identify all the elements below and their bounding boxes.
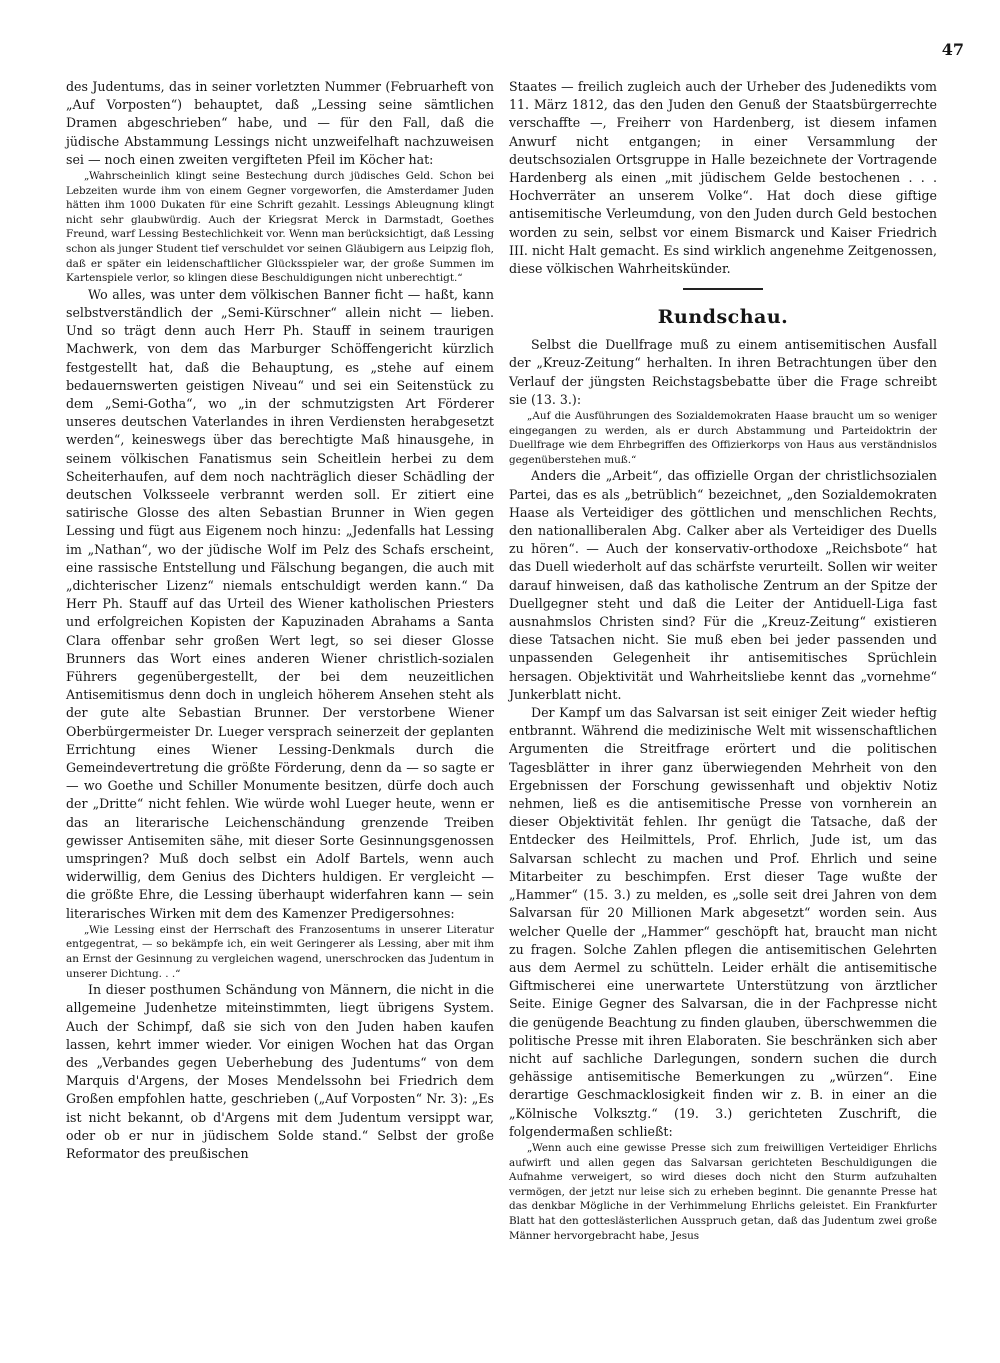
- block-quote: „Wenn auch eine gewisse Presse sich zum freiwilligen Verteidiger Ehrlichs aufwirft und allen gegen das Salvarsan gerichteten Beschuldigungen die Aufnahme verweigert, so wird dieses doch nicht den Sturm aufzuhalten vermögen, der jetzt nur leise sich zu erheben beginnt. Die genannte Presse hat das denkbar Mögliche in der Verhimmelung Ehrlichs geleistet. Ein Frankfurter Blatt hat den gotteslästerlichen Ausspruch getan, daß das Judentum zwei große Männer hervorgebracht habe, Jesus: [509, 1141, 937, 1242]
- right-column: [509, 78, 937, 1243]
- block-quote: „Wie Lessing einst der Herrschaft des Franzosentums in unserer Literatur entgegentrat, — so bekämpfe ich, ein weit Geringerer als Lessing, aber mit ihm an Ernst der Gesinnung zu vergleichen wagend, unerschrocken das Judentum in unserer Dichtung. . .“: [66, 923, 494, 980]
- section-divider: [683, 288, 763, 290]
- body-paragraph: Staates — freilich zugleich auch der Urheber des Judenedikts vom 11. März 1812, das den Juden den Genuß der Staatsbürgerrechte verschaffte —, Freiherr von Hardenberg, ist diesem infamen Anwurf nicht entgangen; in einer Versammlung der deutschsozialen Ortsgruppe in Halle bezeichnete der Vortragende Hardenberg als einen „mit jüdischem Gelde bestochenen . . . Hochverräter an unserem Volke“. Hat doch diese giftige antisemitische Verleumdung, von den Juden durch Geld bestochen worden zu sein, selbst vor einem Bismarck und Kaiser Friedrich III. nicht Halt gemacht. Es sind wirklich angenehme Zeitgenossen, diese völkischen Wahrheitskünder.: [509, 79, 937, 277]
- block-quote: „Wahrscheinlich klingt seine Bestechung durch jüdisches Geld. Schon bei Lebzeiten wurde ihm von einem Gegner vorgeworfen, die Amsterdamer Juden hätten ihm 1000 Dukaten für eine Schrift gezahlt. Lessings Ableugnung klingt nicht sehr glaubwürdig. Auch der Kriegsrat Merck in Darmstadt, Goethes Freund, warf Lessing Bestechlichkeit vor. Wenn man berücksichtigt, daß Lessing schon als junger Student tief verschuldet vor seinen Gläubigern aus Leipzig floh, daß er später ein leidenschaftlicher Glücksspieler war, der große Summen im Kartenspiele verlor, so klingen diese Beschuldigungen nicht unberechtigt.“: [66, 170, 494, 285]
- left-column: [66, 78, 494, 1163]
- block-quote: „Auf die Ausführungen des Sozialdemokraten Haase braucht um so weniger eingegangen zu werden, als er durch Abstammung und Parteidoktrin der Duellfrage wie dem Ehrbegriffen des Offizierkorps von Haus aus verständnislos gegenüberstehen muß.“: [509, 410, 937, 466]
- body-paragraph: des Judentums, das in seiner vorletzten Nummer (Februarheft von „Auf Vorposten“) behauptet, daß „Lessing seine sämtlichen Dramen abgeschrieben“ habe, und — für den Fall, daß die jüdische Abstammung Lessings nicht unzweifelhaft nachzuweisen sei — noch einen zweiten vergifteten Pfeil im Köcher hat:: [66, 79, 494, 167]
- body-paragraph: In dieser posthumen Schändung von Männern, die nicht in die allgemeine Judenhetze miteinstimmten, liegt übrigens System. Auch der Schimpf, daß sie sich von den Juden haben kaufen lassen, kehrt immer wieder. Vor einigen Wochen hat das Organ des „Verbandes gegen Ueberhebung des Judentums“ von dem Marquis d'Argens, der Moses Mendelssohn bei Friedrich dem Großen empfohlen hatte, geschrieben („Auf Vorposten“ Nr. 3): „Es ist nicht bekannt, ob d'Argens mit dem Judentum versippt war, oder ob er nur in jüdischem Solde stand.“ Selbst der große Reformator des preußischen: [66, 982, 494, 1162]
- body-paragraph: Der Kampf um das Salvarsan ist seit einiger Zeit wieder heftig entbrannt. Während die medizinische Welt mit wissenschaftlichen Argumenten die Streitfrage erörtert und die politischen Tagesblätter in ihrer ganz überwiegenden Mehrheit von den Ergebnissen der Forschung gewissenhaft und objektiv Notiz nehmen, ließ es die antisemitische Presse von vornherein an dieser Objektivität fehlen. Ihr genügt die Tatsache, daß der Entdecker des Heilmittels, Prof. Ehrlich, Jude ist, um das Salvarsan schlecht zu machen und Prof. Ehrlich und seine Mitarbeiter zu beschimpfen. Erst dieser Tage wußte der „Hammer“ (15. 3.) zu melden, es „solle seit drei Jahren von dem Salvarsan für 20 Millionen Mark abgesetzt“ worden sein. Aus welcher Quelle der „Hammer“ geschöpft hat, braucht man nicht zu fragen. Solche Zahlen pflegen die antisemitischen Gelehrten aus dem Aermel zu schütteln. Leider erhält die antisemitische Giftmischerei eine unerwartete Unterstützung von ärztlicher Seite. Einige Gegner des Salvarsan, die in der Fachpresse nicht die genügende Beachtung zu finden glauben, überschwemmen die politische Presse mit ihren Elaboraten. Sie beschränken sich aber nicht auf sachliche Darlegungen, sondern suchen die durch gehässige antisemitische Bemerkungen zu „würzen“. Eine derartige Geschmacklosigkeit finden wir z. B. in einer an die „Kölnische Volksztg.“ (19. 3.) gerichteten Zuschrift, die folgendermaßen schließt:: [509, 705, 937, 1139]
- page-number: 47: [941, 40, 964, 59]
- body-paragraph: Wo alles, was unter dem völkischen Banner ficht — haßt, kann selbstverständlich der „Semi-Kürschner“ allein nicht — lieben. Und so trägt denn auch Herr Ph. Stauff in seinem traurigen Machwerk, von dem das Marburger Schöffengericht kürzlich festgestellt hat, daß die Behauptung, es „stehe auf einem bedauernswerten geistigen Niveau“ und sei ein Seitenstück zu dem „Semi-Gotha“, wo „in der schmutzigsten Art Förderer unseres deutschen Vaterlandes in ihren Verdiensten herabgesetzt werden“, keineswegs über das berechtigte Maß hinausgehe, in seinem völkischen Fanatismus sein Scheitlein herbei zu dem Scheiterhaufen, auf dem noch nachträglich dieser Schädling der deutschen Volksseele verbrannt werden soll. Er zitiert eine satirische Glosse des alten Sebastian Brunner in Wien gegen Lessing und fügt aus Eigenem noch hinzu: „Jedenfalls hat Lessing im „Nathan“, wo der jüdische Wolf im Pelz des Schafs erscheint, eine rassische Entstellung und Fälschung begangen, die auch mit „dichterischer Lizenz“ niemals entschuldigt werden kann.“ Da Herr Ph. Stauff auf das Urteil des Wiener katholischen Priesters und erfolgreichen Kopisten der Kapuzinaden Abrahams a Santa Clara offenbar sehr großen Wert legt, so sei dieser Glosse Brunners das Wort eines anderen Wiener christlich-sozialen Führers gegenübergestellt, der bei dem neuzeitlichen Antisemitismus denn doch in ungleich höherem Ansehen steht als der gute alte Sebastian Brunner. Der verstorbene Wiener Oberbürgermeister Dr. Lueger versprach seinerzeit der geplanten Errichtung eines Wiener Lessing-Denkmals durch die Gemeindevertretung die größte Förderung, denn da — so sagte er — wo Goethe und Schiller Monumente besitzen, dürfe doch auch der „Dritte“ nicht fehlen. Wie würde wohl Lueger heute, wenn er das an literarische Leichenschändung grenzende Treiben gewisser Antisemiten sähe, mit dieser Sorte Gesinnungsgenossen umspringen? Muß doch selbst ein Adolf Bartels, wenn auch widerwillig, dem Genius des Dichters huldigen. Er vergleicht — die größte Ehre, die Lessing überhaupt widerfahren kann — sein literarisches Wirken mit dem des Kamenzer Predigersohnes:: [66, 286, 494, 921]
- section-heading: Rundschau.: [657, 306, 789, 329]
- right-column-top: [509, 78, 937, 278]
- body-paragraph: Anders die „Arbeit“, das offizielle Organ der christlichsozialen Partei, das es als „betrüblich“ bezeichnet, „den Sozialdemokraten Haase als Verteidiger des göttlichen und menschlichen Rechts, den nationalliberalen Abg. Calker aber als Verteidiger des Duells zu hören“. — Auch der konservativ-orthodoxe „Reichsbote“ hat das Duell wiederholt auf das schärfste verurteilt. Sollen wir weiter darauf hinweisen, daß das katholische Zentrum an der Spitze der Duellgegner steht und daß die Leiter der Antiduell-Liga fast ausnahmslos Christen sind? Für die „Kreuz-Zeitung“ existieren diese Tatsachen nicht. Sie muß eben bei jeder passenden und unpassenden Gelegenheit ihr antisemitisches Sprüchlein hersagen. Objektivität und Wahrheitsliebe kennt das „vornehme“ Junkerblatt nicht.: [509, 468, 937, 702]
- right-column-bottom: [509, 336, 937, 1243]
- body-paragraph: Selbst die Duellfrage muß zu einem antisemitischen Ausfall der „Kreuz-Zeitung“ herhalten. In ihren Betrachtungen über den Verlauf der jüngsten Reichstagsbebatte über die Frage schreibt sie (13. 3.):: [509, 337, 937, 407]
